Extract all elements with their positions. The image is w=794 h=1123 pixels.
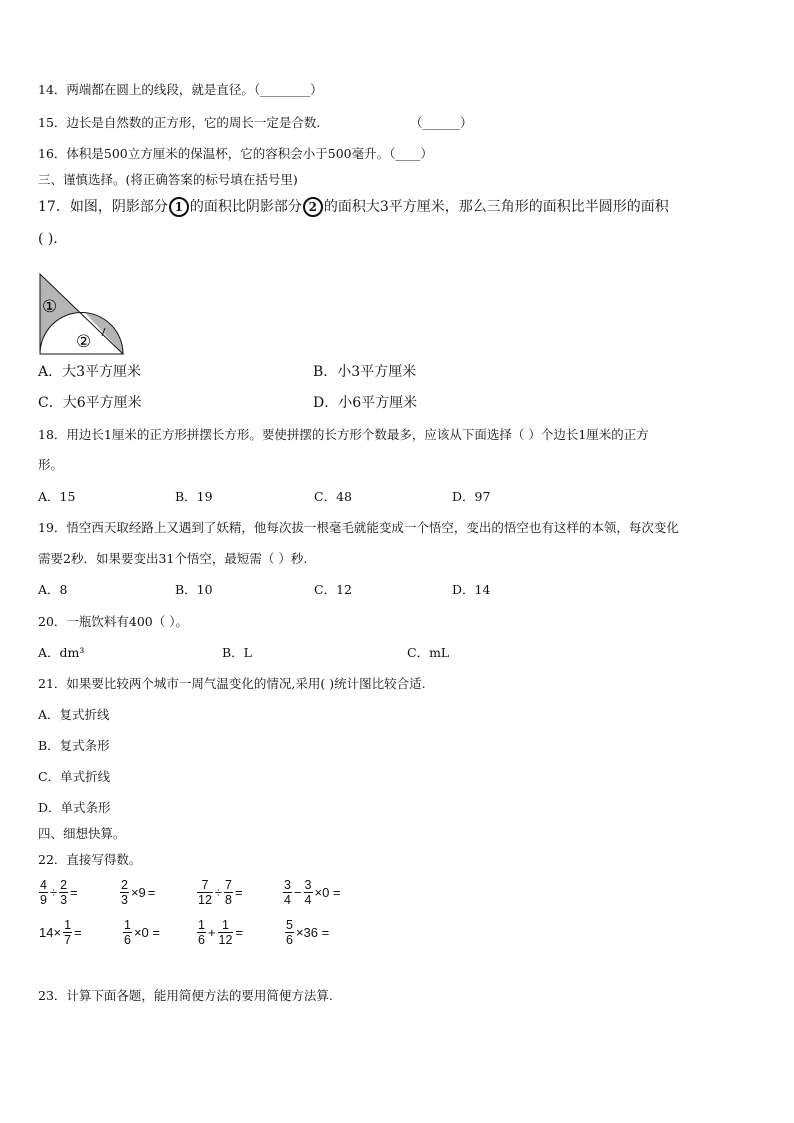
- fraction: $\frac{5}{6}$: [286, 918, 293, 947]
- calc-r1-e3: $\frac{7}{12}$ ÷ $\frac{7}{8}$ =: [198, 878, 243, 907]
- question-17-pre: 17．如图，阴影部分: [38, 199, 168, 215]
- fraction: $\frac{4}{9}$: [40, 878, 47, 907]
- q21-option-b: B．复式条形: [38, 738, 110, 753]
- question-21: 21．如果要比较两个城市一周气温变化的情况,采用( )统计图比较合适.: [38, 676, 426, 691]
- fraction: $\frac{7}{12}$: [198, 878, 212, 907]
- calc-r2-e2: $\frac{1}{6}$ ×0 =: [124, 918, 160, 947]
- question-20: 20．一瓶饮料有400（ ）。: [38, 614, 188, 629]
- q17-option-d: D．小6平方厘米: [313, 395, 418, 411]
- q20-option-a: A．dm³: [38, 645, 85, 660]
- q21-option-d: D．单式条形: [38, 800, 111, 815]
- q18-option-c: C．48: [314, 489, 352, 504]
- fraction: $\frac{3}{4}$: [284, 878, 291, 907]
- fraction: $\frac{1}{6}$: [124, 918, 131, 947]
- question-15: 15．边长是自然数的正方形，它的周长一定是合数.: [38, 115, 321, 130]
- q17-option-c: C．大6平方厘米: [38, 395, 142, 411]
- fraction: $\frac{2}{3}$: [121, 878, 128, 907]
- calc-r2-e1: 14× $\frac{1}{7}$ =: [39, 918, 82, 947]
- triangle-semicircle-figure: [36, 270, 131, 360]
- question-18-line2: 形。: [38, 457, 64, 472]
- section-3-heading: 三、谨慎选择。(将正确答案的标号填在括号里): [38, 172, 298, 187]
- question-14: 14．两端都在圆上的线段，就是直径。（________）: [38, 82, 323, 97]
- fraction: $\frac{2}{3}$: [60, 878, 68, 907]
- circled-1: 1: [169, 197, 189, 217]
- q21-option-c: C．单式折线: [38, 769, 111, 784]
- figure-label-1: ①: [42, 297, 58, 317]
- q19-option-a: A．8: [38, 582, 68, 597]
- fraction: $\frac{3}{4}$: [304, 878, 312, 907]
- q18-option-b: B．19: [175, 489, 213, 504]
- question-18-line1: 18．用边长1厘米的正方形拼摆长方形。要使拼摆的长方形个数最多，应该从下面选择（ ）个边长1厘米的正方: [38, 427, 649, 442]
- q17-option-b: B．小3平方厘米: [313, 364, 417, 380]
- circled-2: 2: [303, 197, 323, 217]
- calc-r1-e2: $\frac{2}{3}$ ×9 =: [121, 878, 156, 907]
- question-22-title: 22．直接写得数。: [38, 852, 142, 867]
- figure-label-2: ②: [76, 332, 92, 352]
- fraction: $\frac{1}{7}$: [64, 918, 72, 947]
- q19-option-b: B．10: [175, 582, 213, 597]
- calc-r2-e4: $\frac{5}{6}$ ×36 =: [286, 918, 330, 947]
- question-15-blank: （______）: [410, 115, 473, 130]
- q21-option-a: A．复式折线: [38, 707, 110, 722]
- question-17: [38, 197, 669, 217]
- question-17-post: 的面积大3平方厘米，那么三角形的面积比半圆形的面积: [323, 199, 669, 215]
- question-23: 23．计算下面各题，能用简便方法的要用简便方法算.: [38, 988, 333, 1003]
- q17-option-a: A．大3平方厘米: [38, 364, 142, 380]
- q18-option-a: A．15: [38, 489, 76, 504]
- question-17-line2: ( )．: [38, 231, 68, 247]
- fraction: $\frac{1}{12}$: [218, 918, 233, 947]
- calc-r2-e3: $\frac{1}{6}$ + $\frac{1}{12}$ =: [198, 918, 244, 947]
- q20-option-c: C．mL: [407, 645, 450, 660]
- q19-option-c: C．12: [314, 582, 352, 597]
- calc-r1-e1: $\frac{4}{9}$ ÷ $\frac{2}{3}$ =: [40, 878, 78, 907]
- question-16: 16．体积是500立方厘米的保温杯，它的容积会小于500毫升。（____）: [38, 146, 433, 161]
- fraction: $\frac{1}{6}$: [198, 918, 205, 947]
- calc-r1-e4: $\frac{3}{4}$ − $\frac{3}{4}$ ×0 =: [284, 878, 341, 907]
- q19-option-d: D．14: [452, 582, 491, 597]
- q18-option-d: D．97: [452, 489, 491, 504]
- section-4-heading: 四、细想快算。: [38, 826, 126, 841]
- question-19-line2: 需要2秒．如果要变出31个悟空，最短需（ ）秒.: [38, 551, 308, 566]
- fraction: $\frac{7}{8}$: [225, 878, 232, 907]
- question-19-line1: 19．悟空西天取经路上又遇到了妖精，他每次拔一根毫毛就能变成一个悟空，变出的悟空也有这样的本领，每次变化: [38, 520, 679, 535]
- question-17-mid: 的面积比阴影部分: [189, 199, 302, 215]
- q20-option-b: B．L: [222, 645, 252, 660]
